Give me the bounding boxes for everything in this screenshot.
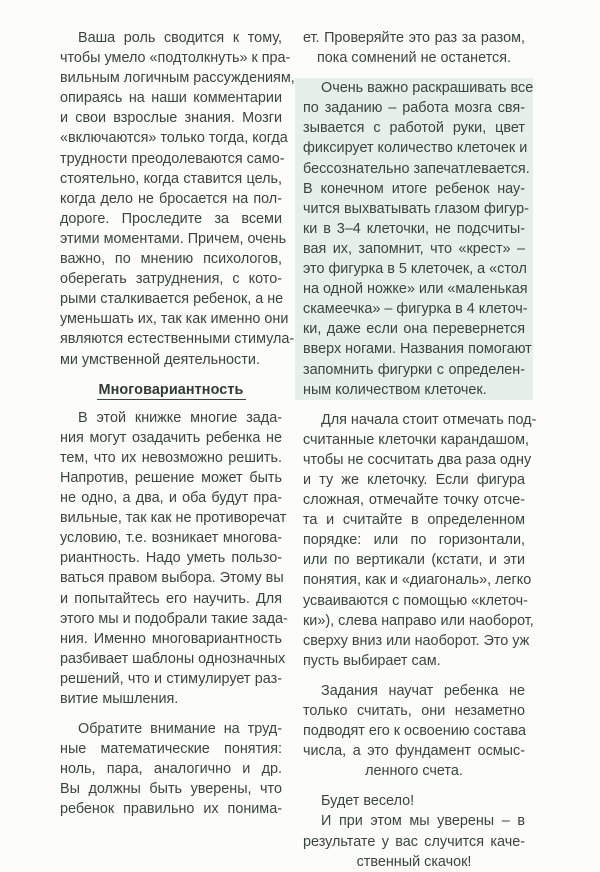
text-line: Для начала стоит отмечать под- xyxy=(321,411,537,428)
text-line: вверх ногами. Названия помогают xyxy=(303,341,532,358)
section-heading: Многовариантность xyxy=(98,381,244,398)
text-line: по заданию – работа мозга свя- xyxy=(303,100,525,117)
text-line: ленного счета. xyxy=(365,763,463,780)
text-line: дороге. Проследите за всеми xyxy=(60,210,282,227)
right-paragraph-1 xyxy=(303,28,525,68)
text-line: Вы должны быть уверены, что xyxy=(60,781,282,798)
right-paragraph-5 xyxy=(303,791,525,811)
text-line: трудности преодолеваются само- xyxy=(60,150,285,167)
text-line: это фигурка в 5 клеточек, а «стол xyxy=(303,261,527,278)
text-line: риантность. Надо уметь пользо- xyxy=(60,550,282,567)
text-line: не одно, а два, и оба будут пра- xyxy=(60,490,282,507)
text-line: ми умственной деятельности. xyxy=(60,351,260,368)
text-line: Задания научат ребенка не xyxy=(321,682,525,699)
text-line: порядке: или по горизонтали, xyxy=(303,532,525,549)
text-line: чтобы не сосчитать два раза одну xyxy=(303,451,532,468)
text-line: решений, что и стимулирует раз- xyxy=(60,670,282,687)
text-line: и ту же клеточку. Если фигура xyxy=(303,471,525,488)
text-line: и попытайтесь его научить. Для xyxy=(60,590,282,607)
text-line: ваться правом выбора. Этому вы xyxy=(60,570,284,587)
text-line: ные математические понятия: xyxy=(60,741,282,758)
text-line: стоятельно, когда ставится цель, xyxy=(60,170,282,187)
text-line: ребенок правильно их понима- xyxy=(60,801,282,818)
paragraph-gap xyxy=(303,400,525,410)
text-line: фиксирует количество клеточек и xyxy=(303,140,528,157)
text-line: являются естественными стимула- xyxy=(60,331,295,348)
text-line: или по вертикали (кстати, и эти xyxy=(303,552,525,569)
right-paragraph-3 xyxy=(303,410,537,671)
text-line: Ваша роль сводится к тому, xyxy=(78,30,282,46)
text-line: Очень важно раскрашивать все xyxy=(321,80,534,97)
text-line: вая их, запомнит, что «крест» – xyxy=(303,240,525,257)
text-line: тем, что их невозможно решить. xyxy=(60,449,282,466)
text-line: ки, даже если она перевернется xyxy=(303,321,525,338)
paragraph-gap xyxy=(303,781,525,791)
text-line: ноль, пара, аналогично и др. xyxy=(60,761,282,778)
text-line: Будет весело! xyxy=(321,793,415,810)
right-column xyxy=(303,28,537,872)
text-line: только считать, они незаметно xyxy=(303,703,525,719)
text-line: ния. Именно многовариантность xyxy=(60,630,282,647)
text-line: В этой книжке многие зада- xyxy=(78,409,282,426)
text-line: В конечном итоге ребенок нау- xyxy=(303,180,525,197)
text-line: скамеечка» – фигурка в 4 клеточ- xyxy=(303,301,528,318)
text-line: когда дело не бросается на пол- xyxy=(60,190,282,207)
left-paragraph-3 xyxy=(60,719,282,819)
text-line: этого мы и подобрали такие зада- xyxy=(60,610,288,627)
text-line: сверху вниз или наоборот. Это уж xyxy=(303,632,530,649)
text-line: И при этом мы уверены – в xyxy=(321,813,525,830)
text-line: рыми сталкивается ребенок, а не xyxy=(60,291,284,308)
left-paragraph-1 xyxy=(60,28,295,370)
text-line: ет. Проверяйте это раз за разом, xyxy=(303,30,525,46)
paragraph-gap xyxy=(303,671,525,681)
text-line: пусть выбирает сам. xyxy=(303,652,441,669)
text-line: пока сомнений не останется. xyxy=(316,50,512,67)
left-column xyxy=(60,28,295,820)
text-line: важно, по мнению психологов, xyxy=(60,251,282,268)
text-line: ния могут озадачить ребенка не xyxy=(60,429,282,446)
text-line: на одной ножке» или «маленькая xyxy=(303,281,528,298)
text-line: Обратите внимание на труд- xyxy=(78,721,282,738)
text-line: этими моментами. Причем, очень xyxy=(60,230,287,247)
text-line: «включаются» только тогда, когда xyxy=(60,130,288,147)
text-line: та и считайте в определенном xyxy=(303,512,525,529)
text-line: понятия, как и «диагональ», легко xyxy=(303,572,532,589)
text-line: зывается с работой руки, цвет xyxy=(303,120,525,137)
text-line: результате у вас случится каче- xyxy=(303,833,525,850)
text-line: усваиваются с помощью «клеточ- xyxy=(303,592,528,609)
text-line: ки в 3–4 клеточки, не подсчиты- xyxy=(303,220,525,237)
text-line: считанные клеточки карандашом, xyxy=(303,431,529,448)
right-paragraph-6 xyxy=(303,811,525,871)
text-line: сложная, отмечайте точку отсче- xyxy=(303,492,525,509)
right-paragraph-4 xyxy=(303,681,525,781)
text-line: ным количеством клеточек. xyxy=(303,381,487,398)
text-line: ственный скачок! xyxy=(356,853,472,870)
section-heading-wrapper xyxy=(60,380,282,400)
text-line: вильным логичным рассуждениям, xyxy=(60,70,295,87)
text-line: и свои взрослые знания. Мозги xyxy=(60,110,282,127)
text-line: опираясь на наши комментарии xyxy=(60,90,282,107)
text-line: вильные, так как не противоречат xyxy=(60,510,287,527)
left-paragraph-2 xyxy=(60,408,288,709)
text-line: чится выхватывать глазом фигур- xyxy=(303,200,529,217)
text-line: запомнить фигурки с определен- xyxy=(303,361,525,378)
text-line: чтобы умело «подтолкнуть» к пра- xyxy=(60,50,291,67)
text-line: условию, т.е. возникает многова- xyxy=(60,530,282,547)
text-line: ки»), слева направо или наоборот, xyxy=(303,612,534,629)
text-line: подводят его к освоению состава xyxy=(303,723,526,740)
text-line: уменьшать их, так как именно они xyxy=(60,311,289,328)
paragraph-gap xyxy=(60,709,282,719)
paragraph-gap xyxy=(303,68,525,78)
text-line: Напротив, решение может быть xyxy=(60,469,282,486)
text-line: бессознательно запечатлевается. xyxy=(303,160,530,177)
text-line: разбивает шаблоны однозначных xyxy=(60,650,286,667)
text-line: числа, а это фундамент осмыс- xyxy=(303,743,525,760)
text-line: оберегать затруднения, с кото- xyxy=(60,271,282,288)
text-line: витие мышления. xyxy=(60,691,179,707)
right-paragraph-2 xyxy=(295,78,533,400)
